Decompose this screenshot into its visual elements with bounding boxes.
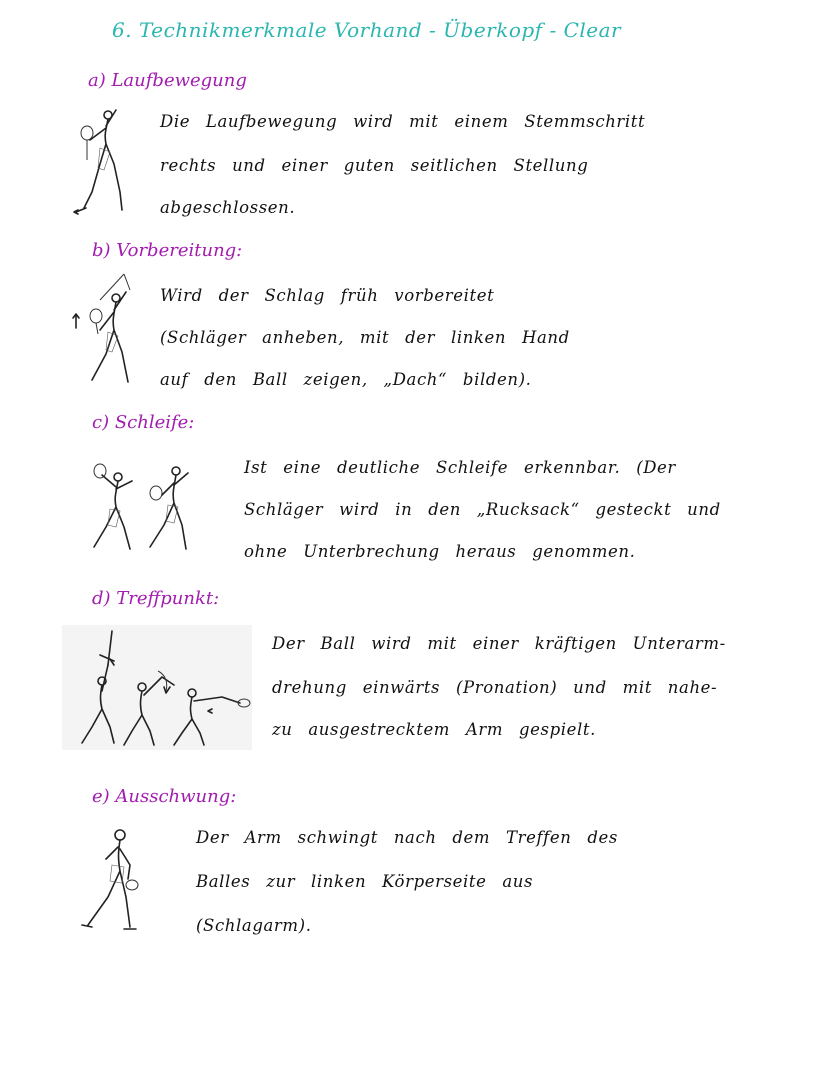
text-line: rechts und einer guten seitlichen Stellung [160,156,589,175]
text-line: Schläger wird in den „Rucksack“ gesteckt und [244,500,721,519]
player-figure-follow-through [78,825,148,935]
text-line: auf den Ball zeigen, „Dach“ bilden). [160,370,532,389]
text-line: (Schlagarm). [196,916,312,935]
player-figure-loop [70,455,200,555]
text-line: Die Laufbewegung wird mit einem Stemmschritt [160,112,646,131]
heading-ausschwung: e) Ausschwung: [92,786,237,807]
heading-schleife: c) Schleife: [92,412,195,433]
text-line: Ist eine deutliche Schleife erkennbar. (Der [244,458,676,477]
heading-laufbewegung: a) Laufbewegung [88,70,247,91]
text-line: Balles zur linken Körperseite aus [196,872,534,891]
text-line: zu ausgestrecktem Arm gespielt. [272,720,596,739]
text-line: (Schläger anheben, mit der linken Hand [160,328,570,347]
player-figure-contact-sequence [62,625,252,750]
heading-vorbereitung: b) Vorbereitung: [92,240,243,261]
text-line: ohne Unterbrechung heraus genommen. [244,542,636,561]
text-line: drehung einwärts (Pronation) und mit nahe- [272,678,718,697]
text-line: Wird der Schlag früh vorbereitet [160,286,495,305]
text-line: Der Ball wird mit einer kräftigen Unterarm- [272,634,726,653]
text-line: abgeschlossen. [160,198,296,217]
heading-treffpunkt: d) Treffpunkt: [92,588,220,609]
text-line: Der Arm schwingt nach dem Treffen des [196,828,618,847]
player-figure-preparation [70,270,140,395]
page-title: 6. Technikmerkmale Vorhand - Überkopf - Clear [112,18,622,42]
player-figure-footwork [70,100,140,220]
